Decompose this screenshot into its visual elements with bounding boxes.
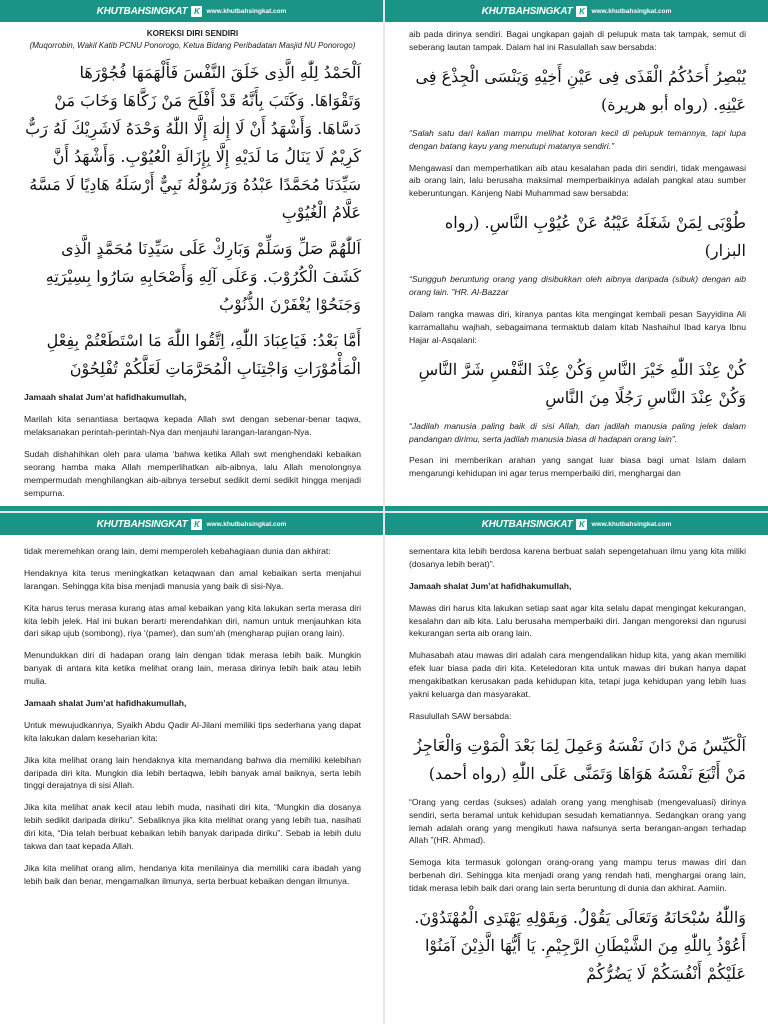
paragraph: Mengawasi dan memperhatikan aib atau kesalahan pada diri sendiri, tidak mengawasi aib orang lain, lalu berusaha maksimal memperbaikinya adalah pangkal atau sumber keberuntungan. Kanjeng Nabi Muhammad saw bersabda: [409, 162, 746, 199]
paragraph: Rasulullah SAW bersabda: [409, 710, 512, 721]
paragraph: Kita harus terus merasa kurang atas amal kebaikan yang kita lakukan serta merasa diri kita lebih jelek. Hal ini bukan berarti merendahkan diri, namun untuk menjauhkan kita dari sikap ujub (sombong), riya ‘(pamer), dan sum’ah (mengharap pujian orang lain). [24, 602, 361, 639]
document-page-3 [0, 513, 383, 1024]
document-page-1 [0, 0, 383, 511]
paragraph: Jika kita melihat anak kecil atau lebih muda, nasihati diri kita, “Mungkin dia dosanya lebih sedikit daripada diriku”. Sebaliknya jika kita melihat orang yang lebih tua, nasihati diri kita, “Dia telah berbuat kebaikan lebih banyak daripada diriku”. Sebab ia lebih dulu takwa dan taat kepada Allah. [24, 802, 361, 852]
page-footer-strip [0, 506, 383, 511]
brand-logo-icon: K [191, 6, 202, 17]
section-heading: Jamaah shalat Jum’at hafidhakumullah, [24, 698, 187, 709]
paragraph: Semoga kita termasuk golongan orang-orang yang mampu terus mawas diri dan berbenah diri. Sehingga kita menjadi orang yang rendah hati, menghargai orang lain, tidak merasa lebih baik dari orang lain serta beruntung di dunia dan akhirat. Aamiin. [409, 857, 746, 894]
brand-url[interactable]: www.khutbahsingkat.com [591, 7, 672, 15]
brand-logo-icon: K [191, 519, 202, 530]
paragraph: Untuk mewujudkannya, Syaikh Abdu Qadir Al-Jilani memiliki tips sederhana yang dapat kita lakukan dalam keseharian kita: [24, 719, 361, 743]
paragraph: Hendaknya kita terus meningkatkan ketaqwaan dan amal kebaikan serta menjahui larangan. Sehingga kita bisa menjadi manusia yang baik di sisi-Nya. [24, 567, 361, 591]
page-header [385, 513, 768, 535]
page-content [0, 535, 383, 888]
brand-url[interactable]: www.khutbahsingkat.com [206, 7, 287, 15]
quote: “Sungguh beruntung orang yang disibukkan oleh aibnya daripada (sibuk) dengan aib orang lain. ”HR. Al-Bazzar [409, 274, 746, 298]
brand-name: KHUTBAHSINGKAT [481, 5, 573, 17]
arabic-text: أَمَّا بَعْدُ: فَيَاعِبَادَ اللّٰهِ، اِتَّقُوا اللّٰهَ مَا اسْتَطَعْتُمْ بِفِعْلِ الْمَأْمُوْرَاتِ وَاجْتِنَابِ الْمُحَرَّمَاتِ لَعَلَّكُمْ تُفْلِحُوْنَ [46, 331, 361, 379]
document-title: KOREKSI DIRI SENDIRI [146, 29, 239, 38]
brand-logo-icon: K [576, 519, 587, 530]
page-header [0, 0, 383, 22]
page-header [0, 513, 383, 535]
arabic-text: اَلْحَمْدُ لِلّٰهِ الَّذِى خَلَقَ النَّفْسَ فَأَلْهَمَهَا فُجُوْرَهَا وَتَقْوَاهَا. وَكَتَبَ بِأَنَّهُ قَدْ أَفْلَحَ مَنْ زَكَّاهَا وَخَابَ مَنْ دَسَّاهَا. وَأَشْهَدُ أَنْ لَا إِلٰهَ إِلَّا اللّٰهُ وَحْدَهُ لَاشَرِيْكَ لَهُ رَبٌّ كَرِيْمٌ لَا يَنَالُ مَا لَدَيْهِ إِلَّا بِإِزَالَةِ الْعُيُوْبِ. وَأَشْهَدُ أَنَّ سَيِّدَنَا مُحَمَّدًا عَبْدُهُ وَرَسُوْلُهُ نَبِيٌّ أَرْسَلَهُ هَادِيًا لَا مَسَّهُ عَلَّامُ الْغُيُوْبِ [25, 63, 361, 223]
page-footer-strip [385, 506, 768, 511]
brand-name: KHUTBAHSINGKAT [481, 518, 573, 530]
section-heading: Jamaah shalat Jum’at hafidhakumullah, [409, 580, 572, 591]
brand-url[interactable]: www.khutbahsingkat.com [206, 520, 287, 528]
page-header [385, 0, 768, 22]
paragraph: tidak meremehkan orang lain, demi memperoleh kebahagiaan dunia dan akhirat: [24, 546, 331, 556]
page-content [385, 535, 768, 988]
paragraph: aib pada dirinya sendiri. Bagai ungkapan gajah di pelupuk mata tak tampak, semut di seberang lautan tampak. Dalam hal ini Rasulallah saw bersabda: [409, 29, 746, 52]
brand-name: KHUTBAHSINGKAT [96, 5, 188, 17]
brand-url[interactable]: www.khutbahsingkat.com [591, 520, 672, 528]
section-heading: Jamaah shalat Jum’at hafidhakumullah, [24, 392, 187, 403]
quote: “Jadilah manusia paling baik di sisi Allah, dan jadilah manusia paling jelek dalam pandangan dirimu, serta jadilah manusia biasa di hadapan orang lain”. [409, 420, 746, 444]
arabic-text: طُوْبَى لِمَنْ شَغَلَهُ عَيْبُهُ عَنْ عُيُوْبِ النَّاسِ. (رواه البزار) [444, 213, 746, 261]
arabic-text: يُبْصِرُ أَحَدُكُمُ الْقَذَى فِى عَيْنِ أَخِيْهِ وَيَنْسَى الْجِذْعَ فِى عَيْنِهِ. (رواه أبو هريرة) [415, 66, 746, 114]
page-content [0, 22, 383, 511]
arabic-text: اَلْكَيِّسُ مَنْ دَانَ نَفْسَهُ وَعَمِلَ لِمَا بَعْدَ الْمَوْتِ وَالْعَاجِزُ مَنْ أَتْبَعَ نَفْسَهُ هَوَاهَا وَتَمَنَّى عَلَى اللّٰهِ (رواه أحمد) [413, 735, 746, 783]
paragraph: Pesan ini memberikan arahan yang sangat luar biasa bagi umat Islam dalam mengarungi kehidupan ini agar terus memperbaiki diri, menghargai dan [409, 455, 746, 479]
arabic-text: كُنْ عِنْدَ اللّٰهِ خَيْرَ النَّاسِ وَكُنْ عِنْدَ النَّفْسِ شَرَّ النَّاسِ وَكُنْ عِنْدَ النَّاسِ رَجُلًا مِنَ النَّاسِ [418, 359, 746, 407]
paragraph: sementara kita lebih berdosa karena berbuat salah sepengetahuan ilmu yang kita miliki (dosanya lebih berat)”. [409, 546, 746, 569]
paragraph: Jika kita melihat orang alim, hendanya kita menilainya dia memiliki cara ibadah yang lebih baik dan benar, mengamalkan ilmunya, serta berbuat kebaikan dengan ilmunya. [24, 862, 361, 886]
paragraph: Marilah kita senantiasa bertaqwa kepada Allah swt dengan sebenar-benar taqwa, melaksanakan perintah-perintah-Nya dan menjauhi larangan-larangan-Nya. [24, 414, 361, 438]
quote: “Salah satu dari kalian mampu melihat kotoran kecil di pelupuk temannya, tapi lupa dengan batang kayu yang menutupi matanya sendiri.” [409, 127, 746, 151]
paragraph: “Orang yang cerdas (sukses) adalah orang yang menghisab (mengevaluasi) dirinya sendiri, serta beramal untuk kehidupan sesudah kematiannya. Sedangkan orang yang lemah adalah orang yang mengikuti hawa nafsunya serta berangan-angan terhadap Allah ”(HR. Ahmad). [409, 796, 746, 846]
arabic-text: وَاللّٰهُ سُبْحَانَهُ وَتَعَالَى يَقُوْلُ. وَبِقَوْلِهِ يَهْتَدِى الْمُهْتَدُوْنَ. أَعُوْذُ بِاللّٰهِ مِنَ الشَّيْطَانِ الرَّجِيْمِ. يَا أَيُّهَا الَّذِيْنَ آمَنُوْا عَلَيْكُمْ أَنْفُسَكُمْ لَا يَضُرُّكُمْ [414, 908, 746, 984]
document-page-4 [385, 513, 768, 1024]
page-content [385, 22, 768, 480]
paragraph: Menundukkan diri di hadapan orang lain dengan tidak merasa lebih baik. Mungkin banyak di antara kita ketika melihat orang lain, merasa dirinya lebih baik atau lebih mulia. [24, 650, 361, 687]
paragraph: Sudah dishahihkan oleh para ulama ‘bahwa ketika Allah swt menghendaki kebaikan seorang hamba maka Allah memperlihatkan aib-aibnya, lalu Allah menolongnya mempermudah menghilangkan aib-aibnya tersebut sedikit demi sedikit hingga menjadi sempurna. [24, 449, 361, 498]
paragraph: Dalam rangka mawas diri, kiranya pantas kita mengingat kembali pesan Sayyidina Ali karramallahu wajhah, sebagaimana termaktub dalam kitab Nashaihul Ibad karya Ibnu Hajar al-Asqalani: [409, 309, 746, 345]
paragraph: Jika kita melihat orang lain hendaknya kita memandang bahwa dia memiliki kelebihan daripada diri kita. Mungkin dia lebih bertaqwa, lebih banyak amal baiknya, serta lebih tinggi derajatnya di sisi Allah. [24, 754, 361, 791]
brand-name: KHUTBAHSINGKAT [96, 518, 188, 530]
document-page-2 [385, 0, 768, 511]
paragraph: Muhasabah atau mawas diri adalah cara mengendalikan hidup kita, yang akan memiliki efek luar biasa pada diri kita. Keteledoran kita untuk mawas diri bukan hanya dapat mengakibatkan kerusakan pada kehidupan kita, tetapi juga kehidupan yang lebih luas yakni keluarga dan masyarakat. [409, 650, 746, 700]
paragraph: Mawas diri harus kita lakukan setiap saat agar kita selalu dapat mengingat kekurangan, kesalahn dan aib kita. Lalu berusaha memperbaiki diri. Jangan mengoreksi dan ngurusi kekurangan serta aib orang lain. [409, 602, 746, 639]
arabic-text: اَللّٰهُمَّ صَلِّ وَسَلِّمْ وَبَارِكْ عَلَى سَيِّدِنَا مُحَمَّدٍ الَّذِى كَشَفَ الْكُرُوْبَ. وَعَلَى آلِهِ وَأَصْحَابِهِ سَارُوا بِسِيْرَتِهِ وَجَنَحُوْا يُغْفَرْنَ الذُّنُوْبُ [45, 239, 361, 315]
brand-logo-icon: K [576, 6, 587, 17]
document-author: (Muqorrobin, Wakil Katib PCNU Ponorogo, Ketua Bidang Peribadatan Masjid NU Ponorogo) [29, 41, 356, 51]
